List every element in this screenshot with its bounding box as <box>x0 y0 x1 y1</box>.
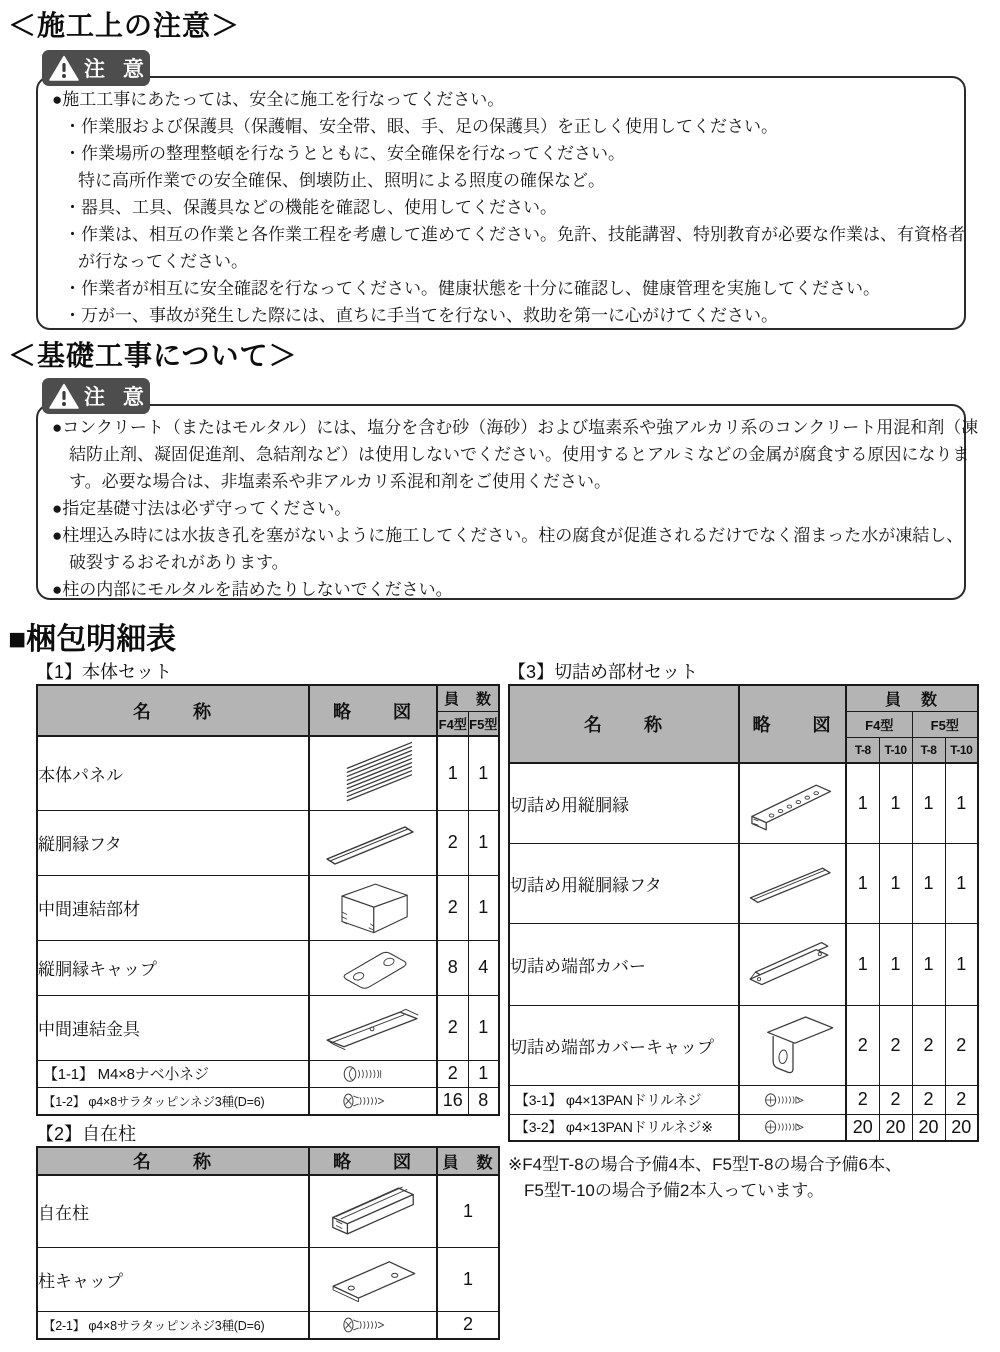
item-qty: 1 <box>912 763 945 843</box>
item-name: 本体パネル <box>37 736 309 810</box>
col-header-f5: F5型 <box>468 711 499 736</box>
item-qty: 2 <box>846 1005 879 1085</box>
col-header-t8: T-8 <box>846 737 879 763</box>
item-diagram <box>309 995 437 1060</box>
item-qty: 1 <box>437 736 468 810</box>
item-qty: 2 <box>437 1060 468 1087</box>
item-qty: 2 <box>945 1005 978 1085</box>
caution-line: ●施工工事にあたっては、安全に施工を行なってください。 <box>52 90 505 109</box>
item-name: 【1-1】 M4×8ナベ小ネジ <box>37 1060 309 1087</box>
item-qty: 1 <box>846 923 879 1005</box>
item-diagram <box>739 1005 846 1085</box>
col-header-f5: F5型 <box>912 711 978 737</box>
col-header-name: 名 称 <box>37 685 309 736</box>
item-qty: 1 <box>846 843 879 923</box>
item-qty: 2 <box>437 1311 499 1339</box>
table-row <box>509 763 978 843</box>
item-qty: 2 <box>437 810 468 875</box>
item-name: 切詰め端部カバー <box>509 923 739 1005</box>
item-diagram <box>309 736 437 810</box>
item-qty: 2 <box>912 1005 945 1085</box>
table-row <box>509 1005 978 1085</box>
item-name: 切詰め用縦胴縁フタ <box>509 843 739 923</box>
item-qty: 1 <box>468 875 499 940</box>
item-qty: 16 <box>437 1087 468 1115</box>
countersunk-screw-icon <box>340 1313 406 1337</box>
col-header-diagram: 略 図 <box>739 685 846 763</box>
table-row <box>509 923 978 1005</box>
col-header-diagram: 略 図 <box>309 685 437 736</box>
packing-list-title: ■梱包明細表 <box>8 623 177 656</box>
caution-box-1 <box>36 76 966 330</box>
item-qty: 20 <box>945 1114 978 1141</box>
caution-line: 特に高所作業での安全確保、倒壊防止、照明による照度の確保など。 <box>78 171 605 190</box>
item-diagram <box>739 763 846 843</box>
table3-footnote <box>508 1152 902 1204</box>
angle-cover-icon <box>743 931 843 997</box>
item-name: 柱キャップ <box>37 1247 309 1311</box>
caution-line: ・作業場所の整理整頓を行なうとともに、安全確保を行なってください。 <box>64 144 625 163</box>
table-free-post <box>36 1146 500 1340</box>
item-diagram <box>309 1087 437 1115</box>
caution-line: 破裂するおそれがあります。 <box>69 553 289 572</box>
section2-title: ＜基礎工事について＞ <box>8 340 298 371</box>
item-qty: 2 <box>437 875 468 940</box>
channel-joint-icon <box>318 877 428 939</box>
item-qty: 20 <box>846 1114 879 1141</box>
item-qty: 1 <box>468 1060 499 1087</box>
item-qty: 2 <box>945 1085 978 1114</box>
col-header-f4: F4型 <box>437 711 468 736</box>
flat-plate-icon <box>318 999 428 1057</box>
item-qty: 1 <box>945 923 978 1005</box>
table-row <box>37 1087 499 1115</box>
item-qty: 1 <box>879 843 912 923</box>
countersunk-screw-icon <box>340 1089 406 1113</box>
table-row <box>37 810 499 875</box>
col-header-qty: 員 数 <box>437 1147 499 1175</box>
item-name: 中間連結部材 <box>37 875 309 940</box>
table-cut-set <box>508 684 979 1142</box>
item-diagram <box>739 1114 846 1141</box>
caution-line: ●柱の内部にモルタルを詰めたりしないでください。 <box>52 580 453 599</box>
item-name: 切詰め用縦胴縁 <box>509 763 739 843</box>
item-qty: 2 <box>912 1085 945 1114</box>
item-diagram <box>309 1175 437 1247</box>
item-diagram <box>309 1060 437 1087</box>
table-row <box>509 1114 978 1141</box>
channel-holes-icon <box>743 768 843 838</box>
item-qty: 2 <box>846 1085 879 1114</box>
table-row <box>37 995 499 1060</box>
item-qty: 8 <box>468 1087 499 1115</box>
col-header-diagram: 略 図 <box>309 1147 437 1175</box>
item-qty: 20 <box>879 1114 912 1141</box>
col-header-t10: T-10 <box>945 737 978 763</box>
drill-screw-icon <box>762 1115 824 1139</box>
item-name: 縦胴縁キャップ <box>37 940 309 995</box>
caution-box-2 <box>36 404 979 600</box>
item-diagram <box>309 875 437 940</box>
caution-line: ・作業服および保護具（保護帽、安全帯、眼、手、足の保護具）を正しく使用してください。 <box>64 117 778 136</box>
table-row <box>37 1060 499 1087</box>
item-qty: 2 <box>879 1085 912 1114</box>
plate-two-holes-icon <box>318 943 428 993</box>
col-header-f4: F4型 <box>846 711 912 737</box>
table-row <box>37 1175 499 1247</box>
item-qty: 1 <box>912 843 945 923</box>
table-row <box>509 1085 978 1114</box>
item-qty: 2 <box>437 995 468 1060</box>
item-qty: 1 <box>468 736 499 810</box>
item-qty: 1 <box>468 995 499 1060</box>
footnote-line: F5型T-10の場合予備2本入っています。 <box>524 1181 824 1200</box>
table-row <box>37 1247 499 1311</box>
caution-line: ●柱埋込み時には水抜き孔を塞がないように施工してください。柱の腐食が促進されるだけでなく溜まった水が凍結し、 <box>52 526 964 545</box>
item-qty: 1 <box>912 923 945 1005</box>
bracket-cap-icon <box>746 1007 840 1083</box>
item-name: 【3-2】 φ4×13PANドリルネジ※ <box>509 1114 739 1141</box>
item-qty: 1 <box>945 843 978 923</box>
panel-stack-icon <box>319 740 427 806</box>
item-qty: 1 <box>468 810 499 875</box>
caution-badge-2 <box>42 378 150 414</box>
item-diagram <box>739 1085 846 1114</box>
footnote-line: ※F4型T-8の場合予備4本、F5型T-8の場合予備6本、 <box>508 1155 902 1174</box>
pan-screw-icon <box>340 1062 406 1086</box>
item-qty: 1 <box>945 763 978 843</box>
section1-title: ＜施工上の注意＞ <box>8 10 241 41</box>
caution-line: 結防止剤、凝固促進剤、急結剤など）は使用しないでください。使用するとアルミなどの金属が腐食する原因になりま <box>69 445 970 464</box>
cap-plate-icon <box>317 1250 429 1308</box>
caution-line: ・器具、工具、保護具などの機能を確認し、使用してください。 <box>64 198 557 217</box>
item-qty: 1 <box>437 1247 499 1311</box>
item-qty: 4 <box>468 940 499 995</box>
col-header-qty: 員 数 <box>846 685 978 711</box>
caution-badge-label: 注 意 <box>84 386 150 409</box>
col-header-name: 名 称 <box>37 1147 309 1175</box>
col-header-qty: 員 数 <box>437 685 499 711</box>
caution-line: ●指定基礎寸法は必ず守ってください。 <box>52 499 352 518</box>
item-name: 【2-1】 φ4×8サラタッピンネジ3種(D=6) <box>37 1311 309 1339</box>
item-name: 縦胴縁フタ <box>37 810 309 875</box>
warning-triangle-icon <box>49 55 79 82</box>
table1-label: 【1】本体セット <box>36 662 173 682</box>
cover-strip-icon <box>319 814 427 872</box>
caution-line: ・作業者が相互に安全確認を行なってください。健康状態を十分に確認し、健康管理を実施してください。 <box>64 279 880 298</box>
caution-line: ●コンクリート（またはモルタル）には、塩分を含む砂（海砂）および塩素系や強アルカリ系のコンクリート用混和剤（凍 <box>52 418 979 437</box>
caution-badge-label: 注 意 <box>84 58 150 81</box>
item-name: 中間連結金具 <box>37 995 309 1060</box>
item-diagram <box>739 843 846 923</box>
item-qty: 20 <box>912 1114 945 1141</box>
col-header-t10: T-10 <box>879 737 912 763</box>
drill-screw-icon <box>762 1088 824 1112</box>
warning-triangle-icon <box>49 383 79 410</box>
item-diagram <box>309 1247 437 1311</box>
table-row <box>37 736 499 810</box>
item-diagram <box>309 1311 437 1339</box>
table-row <box>509 843 978 923</box>
item-name: 切詰め端部カバーキャップ <box>509 1005 739 1085</box>
item-qty: 1 <box>437 1175 499 1247</box>
item-qty: 1 <box>879 763 912 843</box>
cover-strip-icon <box>743 853 843 913</box>
item-qty: 1 <box>846 763 879 843</box>
square-post-icon <box>317 1179 429 1243</box>
caution-line: ・万が一、事故が発生した際には、直ちに手当てを行ない、救助を第一に心がけてください。 <box>64 306 778 325</box>
caution-badge-1 <box>42 50 150 86</box>
table-row <box>37 940 499 995</box>
table3-label: 【3】切詰め部材セット <box>508 662 699 682</box>
table2-label: 【2】自在柱 <box>36 1124 137 1144</box>
item-diagram <box>309 810 437 875</box>
caution-line: す。必要な場合は、非塩素系や非アルカリ系混和剤をご使用ください。 <box>69 472 611 491</box>
caution-line: が行なってください。 <box>78 252 248 271</box>
item-name: 自在柱 <box>37 1175 309 1247</box>
item-name: 【3-1】 φ4×13PANドリルネジ <box>509 1085 739 1114</box>
table-row <box>37 1311 499 1339</box>
caution-line: ・作業は、相互の作業と各作業工程を考慮して進めてください。免許、技能講習、特別教育が必要な作業は、有資格者 <box>64 225 965 244</box>
item-qty: 8 <box>437 940 468 995</box>
item-qty: 1 <box>879 923 912 1005</box>
table-main-set <box>36 684 500 1116</box>
item-diagram <box>309 940 437 995</box>
col-header-name: 名 称 <box>509 685 739 763</box>
col-header-t8: T-8 <box>912 737 945 763</box>
item-qty: 2 <box>879 1005 912 1085</box>
item-name: 【1-2】 φ4×8サラタッピンネジ3種(D=6) <box>37 1087 309 1115</box>
table-row <box>37 875 499 940</box>
item-diagram <box>739 923 846 1005</box>
